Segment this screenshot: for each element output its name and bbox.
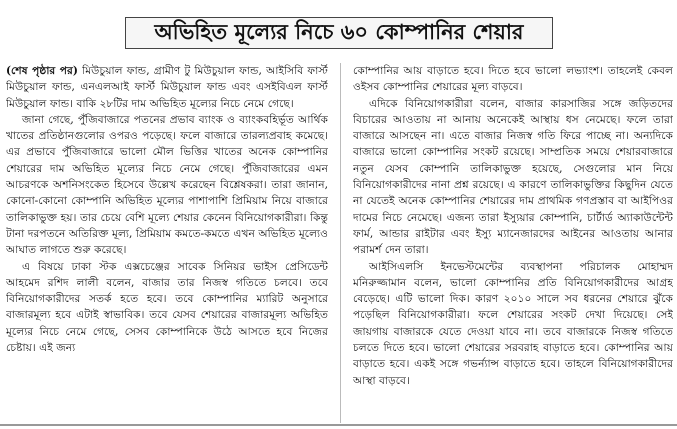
left-paragraph-1 [6, 63, 328, 112]
bottom-rule [0, 424, 677, 426]
right-paragraph-2: এদিকে বিনিয়োগকারীরা বলেন, বাজার কারসাজির সঙ্গে জড়িতদের বিচারের আওতায় না আনায় অনেকেই আস্থায় ধস নেমেছে। ফলে তারা বাজারে আসছেন না। এতে বাজার নিজস্ব গতি ফিরে পাচ্ছে না। অন্যদিকে বাজারে ভালো কোম্পানির সংকট রয়েছে। সাম্প্রতিক সময়ে শেয়ারবাজারে নতুন যেসব কোম্পানি তালিকাভুক্ত হয়েছে, সেগুলোর মান নিয়ে বিনিয়োগকারীদের নানা প্রশ্ন রয়েছে। এ কারণে তালিকাভুক্তির কিছুদিন যেতে না যেতেই অনেক কোম্পানির শেয়ারের দাম প্রাথমিক গণপ্রস্তাব বা আইপিওর দামের নিচে নেমেছে। এজন্য তারা ইস্যুয়ার কোম্পানি, চার্টার্ড অ্যাকাউন্টেন্ট ফার্ম, আন্ডার রাইটার এবং ইস্যু ম্যানেজারদের আইনের আওতায় আনার পরামর্শ দেন তারা। [353, 96, 673, 257]
left-paragraph-1-text: মিউচুয়াল ফান্ড, গ্রামীণ টু মিউচুয়াল ফান্ড, আইসিবি ফার্স্ট মিউচুয়াল ফান্ড, এনএলআই ফার্স্ট মিউচুয়াল ফান্ড এবং এসইবিএল ফার্স্ট মিউচুয়াল ফান্ড। বাকি ২৮টির দাম অভিহিত মূল্যের নিচে নেমে গেছে। [6, 64, 328, 110]
left-paragraph-2: জানা গেছে, পুঁজিবাজারে পতনের প্রভাব ব্যাংক ও ব্যাংকবহির্ভূত আর্থিক খাতের প্রতিষ্ঠানগুলোর ওপরও পড়েছে। ফলে বাজারে তারল্যপ্রবাহ কমেছে। এর প্রভাবে পুঁজিবাজারে ভালো মৌল ভিত্তির খাতের অনেক কোম্পানির শেয়ারের দাম অভিহিত মূল্যের নিচে নেমে গেছে। পুঁজিবাজারের এমন আচরণকে অশনিসংকেত হিসেবে উল্লেখ করেছেন বিশ্লেষকরা। তারা জানান, কোনো-কোনো কোম্পানি অভিহিত মূল্যের পাশাপাশি প্রিমিয়াম নিয়ে বাজারে তালিকাভুক্ত হয়। তার চেয়ে বেশি মূল্যে শেয়ার কেনেন বিনিয়োগকারীরা। কিন্তু টানা দরপতনে অতিরিক্ত মূল্য, প্রিমিয়াম কমতে-কমতে এখন অভিহিত মূল্যেও আঘাত লাগতে শুরু করেছে। [6, 112, 328, 257]
left-paragraph-3: এ বিষয়ে ঢাকা স্টক এক্সচেঞ্জের সাবেক সিনিয়র ভাইস প্রেসিডেন্ট আহমেদ রশিদ লালী বলেন, বাজার তার নিজস্ব গতিতে চলবে। তবে বিনিয়োগকারীদের সতর্ক হতে হবে। তবে কোম্পানির ম্যারিট অনুসারে বাজারমূল্য হবে এটাই স্বাভাবিক। তবে যেসব শেয়ারের বাজারমূল্য অভিহিত মূল্যের নিচে নেমে গেছে, সেসব কোম্পানিকে উঠে আসতে হবে নিজের চেষ্টায়। এই জন্য [6, 259, 328, 355]
right-paragraph-1: কোম্পানির আয় বাড়াতে হবে। দিতে হবে ভালো লভ্যাংশ। তাহলেই কেবল ওইসব কোম্পানির শেয়ারের মূল্য বাড়বে। [353, 64, 673, 94]
right-column [353, 63, 673, 429]
column-divider [340, 63, 341, 423]
headline-box [125, 17, 553, 49]
headline: অভিহিত মূল্যের নিচে ৬০ কোম্পানির শেয়ার [154, 19, 524, 44]
left-column [6, 63, 328, 429]
right-paragraph-3: আইসিএলসি ইনভেস্টমেন্টের ব্যবস্থাপনা পরিচালক মোহাম্মদ মনিরুজ্জামান বলেন, ভালো কোম্পানির প্রতি বিনিয়োগকারীদের আগ্রহ বেড়েছে। এটি ভালো দিক। কারণ ২০১০ সালে সব ধরনের শেয়ারে ঝুঁকে পড়েছিল বিনিয়োগকারীরা। ফলে শেয়ারের সংকট দেখা দিয়েছে। সেই জায়গায় বাজারকে যেতে দেওয়া যাবে না। তবে বাজারকে নিজস্ব গতিতে চলতে দিতে হবে। ভালো শেয়ারের সরবরাহ বাড়াতে হবে। কোম্পানির আয় বাড়াতে হবে। একই সঙ্গে গভর্ন্যান্স বাড়াতে হবে। তাহলে বিনিয়োগকারীদের আস্থা বাড়বে। [353, 259, 673, 387]
continuation-lead: (শেষ পৃষ্ঠার পর) [6, 64, 78, 77]
